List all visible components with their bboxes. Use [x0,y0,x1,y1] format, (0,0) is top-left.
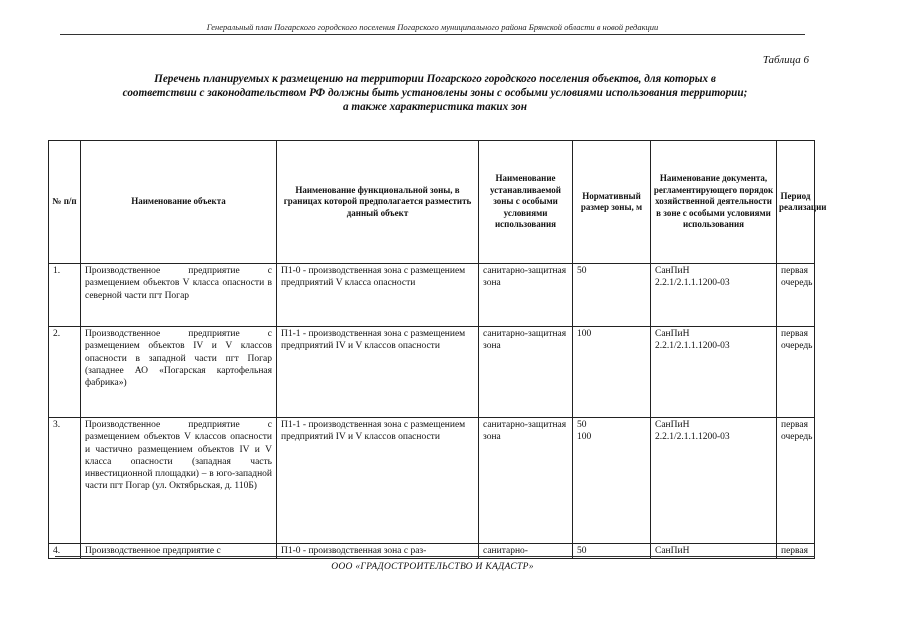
running-footer: ООО «ГРАДОСТРОИТЕЛЬСТВО И КАДАСТР» [331,562,534,572]
cell-functional-zone: П1-1 - производственная зона с размещением предприятий IV и V классов опасности [277,418,479,544]
cell-document-name: СанПиН [655,266,690,276]
cell-document-name: СанПиН [655,546,690,556]
cell-document [651,327,777,418]
cell-object: Производственное предприятие с размещением объектов V классов опасности и частично размещением объектов IV и V класса опасности (западная часть инвестиционной площадки) – в юго-западной части пгт Погар (ул. Октябрьская, д. 110Б) [81,418,277,544]
table-header-row [49,141,815,264]
running-header: Генеральный план Погарского городского поселения Погарского муниципального района Брянской области в новой редакции [60,22,805,35]
cell-object: Производственное предприятие с [81,544,277,559]
cell-document-name: СанПиН [655,420,690,430]
cell-period-line-2: очередь [781,432,813,443]
footer-divider [55,556,815,557]
cell-document [651,264,777,327]
col-header-num: № п/п [49,141,81,264]
col-header-object: Наименование объекта [81,141,277,264]
table-title-line-1: Перечень планируемых к размещению на территории Погарского городского поселения объектов, для которых в [154,73,716,85]
cell-document-code: 2.2.1/2.1.1.1200-03 [655,278,730,289]
cell-document-name: СанПиН [655,329,690,339]
cell-size-value: 50 [577,546,587,556]
cell-protective-zone: санитарно- [479,544,573,559]
cell-document-code: 2.2.1/2.1.1.1200-03 [655,432,730,443]
col-header-size: Нормативный размер зоны, м [573,141,651,264]
objects-table [48,140,827,559]
cell-num: 4. [49,544,81,559]
cell-functional-zone: П1-1 - производственная зона с размещением предприятий IV и V классов опасности [277,327,479,418]
cell-period-line-2: очередь [781,278,813,289]
table-title-line-2: соответствии с законодательством РФ должны быть установлены зоны с особыми условиями использования территории; [122,87,748,99]
cell-functional-zone: П1-0 - производственная зона с раз- [277,544,479,559]
cell-period-line-1: первая [781,420,808,430]
col-header-protective-zone: Наименование устанавливаемой зоны с особыми условиями использования [479,141,573,264]
cell-size-value-2: 100 [577,432,592,443]
cell-period-line-1: первая [781,266,808,276]
table-title [60,72,810,114]
cell-size-value: 50 [577,420,587,430]
cell-object: Производственное предприятие с размещением объектов V класса опасности в северной части пгт Погар [81,264,277,327]
table-row [49,327,815,418]
cell-size [573,264,651,327]
cell-document [651,418,777,544]
cell-size [573,327,651,418]
cell-protective-zone: санитарно-защитная зона [479,264,573,327]
cell-num: 3. [49,418,81,544]
col-header-period: Период реализации [777,141,815,264]
table-row [49,264,815,327]
table-number: Таблица 6 [762,54,809,66]
cell-period-line-1: первая [781,329,808,339]
col-header-functional-zone: Наименование функциональной зоны, в границах которой предполагается разместить данный объект [277,141,479,264]
cell-period [777,327,815,418]
cell-num: 1. [49,264,81,327]
cell-document-code: 2.2.1/2.1.1.1200-03 [655,341,730,352]
col-header-document: Наименование документа, регламентирующего порядок хозяйственной деятельности в зоне с особыми условиями использования [651,141,777,264]
cell-protective-zone: санитарно-защитная зона [479,418,573,544]
cell-size [573,418,651,544]
cell-period-line-1: первая [781,546,808,556]
cell-period [777,264,815,327]
table-title-line-3: а также характеристика таких зон [343,101,527,113]
cell-protective-zone: санитарно-защитная зона [479,327,573,418]
cell-size-value: 50 [577,266,587,276]
cell-size-value: 100 [577,329,592,339]
table-row [49,418,815,544]
cell-period [777,418,815,544]
cell-num: 2. [49,327,81,418]
cell-object: Производственное предприятие с размещением объектов IV и V классов опасности в западной части пгт Погар (западнее АО «Погарская картофельная фабрика») [81,327,277,418]
cell-period-line-2: очередь [781,341,813,352]
cell-functional-zone: П1-0 - производственная зона с размещением предприятий V класса опасности [277,264,479,327]
